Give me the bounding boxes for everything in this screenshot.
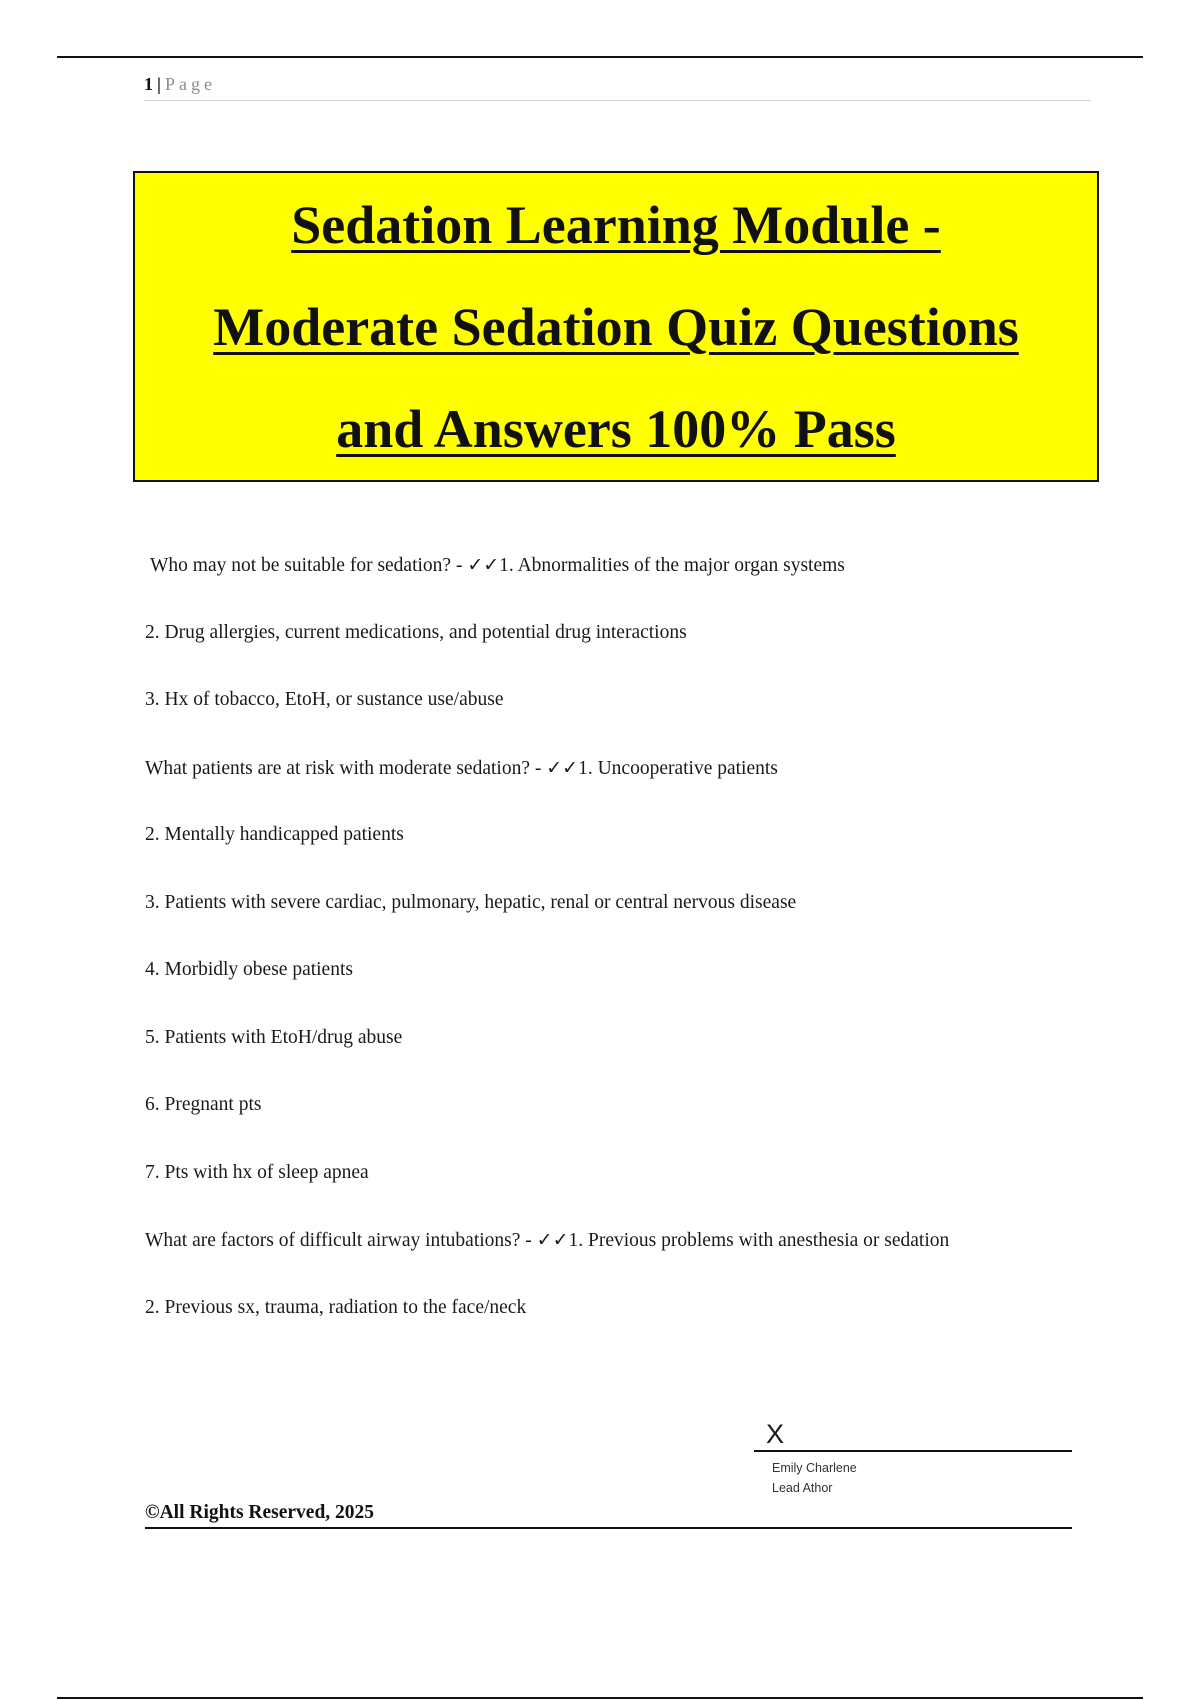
page-header [144,74,1091,101]
page-number: 1 [144,74,153,94]
question-text: What are factors of difficult airway intubations? - [145,1230,537,1251]
double-check-icon: ✓✓ [546,756,579,779]
answer-line: 2. Drug allergies, current medications, and potential drug interactions [145,621,687,643]
question-line [145,548,1105,616]
signer-name: Emily Charlene [772,1461,857,1475]
bottom-rule [57,1697,1143,1699]
signature-mark: X [766,1419,785,1449]
page-separator: | [157,74,161,94]
page-label: Page [164,74,216,94]
title-line-1: Sedation Learning Module - [291,194,941,255]
answer-line: 5. Patients with EtoH/drug abuse [145,1026,403,1048]
title-line-2: Moderate Sedation Quiz Questions [213,296,1019,357]
double-check-icon: ✓✓ [536,1229,569,1251]
answer-line: 3. Patients with severe cardiac, pulmonary, hepatic, renal or central nervous disease [145,891,797,913]
signature-line [754,1450,1072,1452]
answer-text: 1. Previous problems with anesthesia or sedation [568,1230,950,1251]
answer-text: 1. Abnormalities of the major organ systems [499,555,845,576]
answer-line: 2. Previous sx, trauma, radiation to the face/neck [145,1296,527,1318]
double-check-icon: ✓✓ [467,554,500,576]
question-text: What patients are at risk with moderate sedation? - [145,757,547,779]
question-line [145,1223,1105,1291]
question-line [145,751,1105,819]
answer-line: 7. Pts with hx of sleep apnea [145,1161,369,1183]
signer-role: Lead Athor [772,1481,833,1495]
title-line-3: and Answers 100% Pass [336,398,896,459]
qa-list [145,548,1105,1358]
signature-block [754,1418,1072,1498]
copyright-notice: ©All Rights Reserved, 2025 [145,1500,1072,1529]
title-box [133,171,1099,482]
answer-text: 1. Uncooperative patients [578,757,778,779]
answer-line: 4. Morbidly obese patients [145,959,353,980]
answer-line: 2. Mentally handicapped patients [145,824,404,845]
answer-line: 6. Pregnant pts [145,1094,262,1115]
answer-line: 3. Hx of tobacco, EtoH, or sustance use/abuse [145,689,504,710]
top-rule [57,56,1143,58]
question-text: Who may not be suitable for sedation? - [150,555,468,576]
